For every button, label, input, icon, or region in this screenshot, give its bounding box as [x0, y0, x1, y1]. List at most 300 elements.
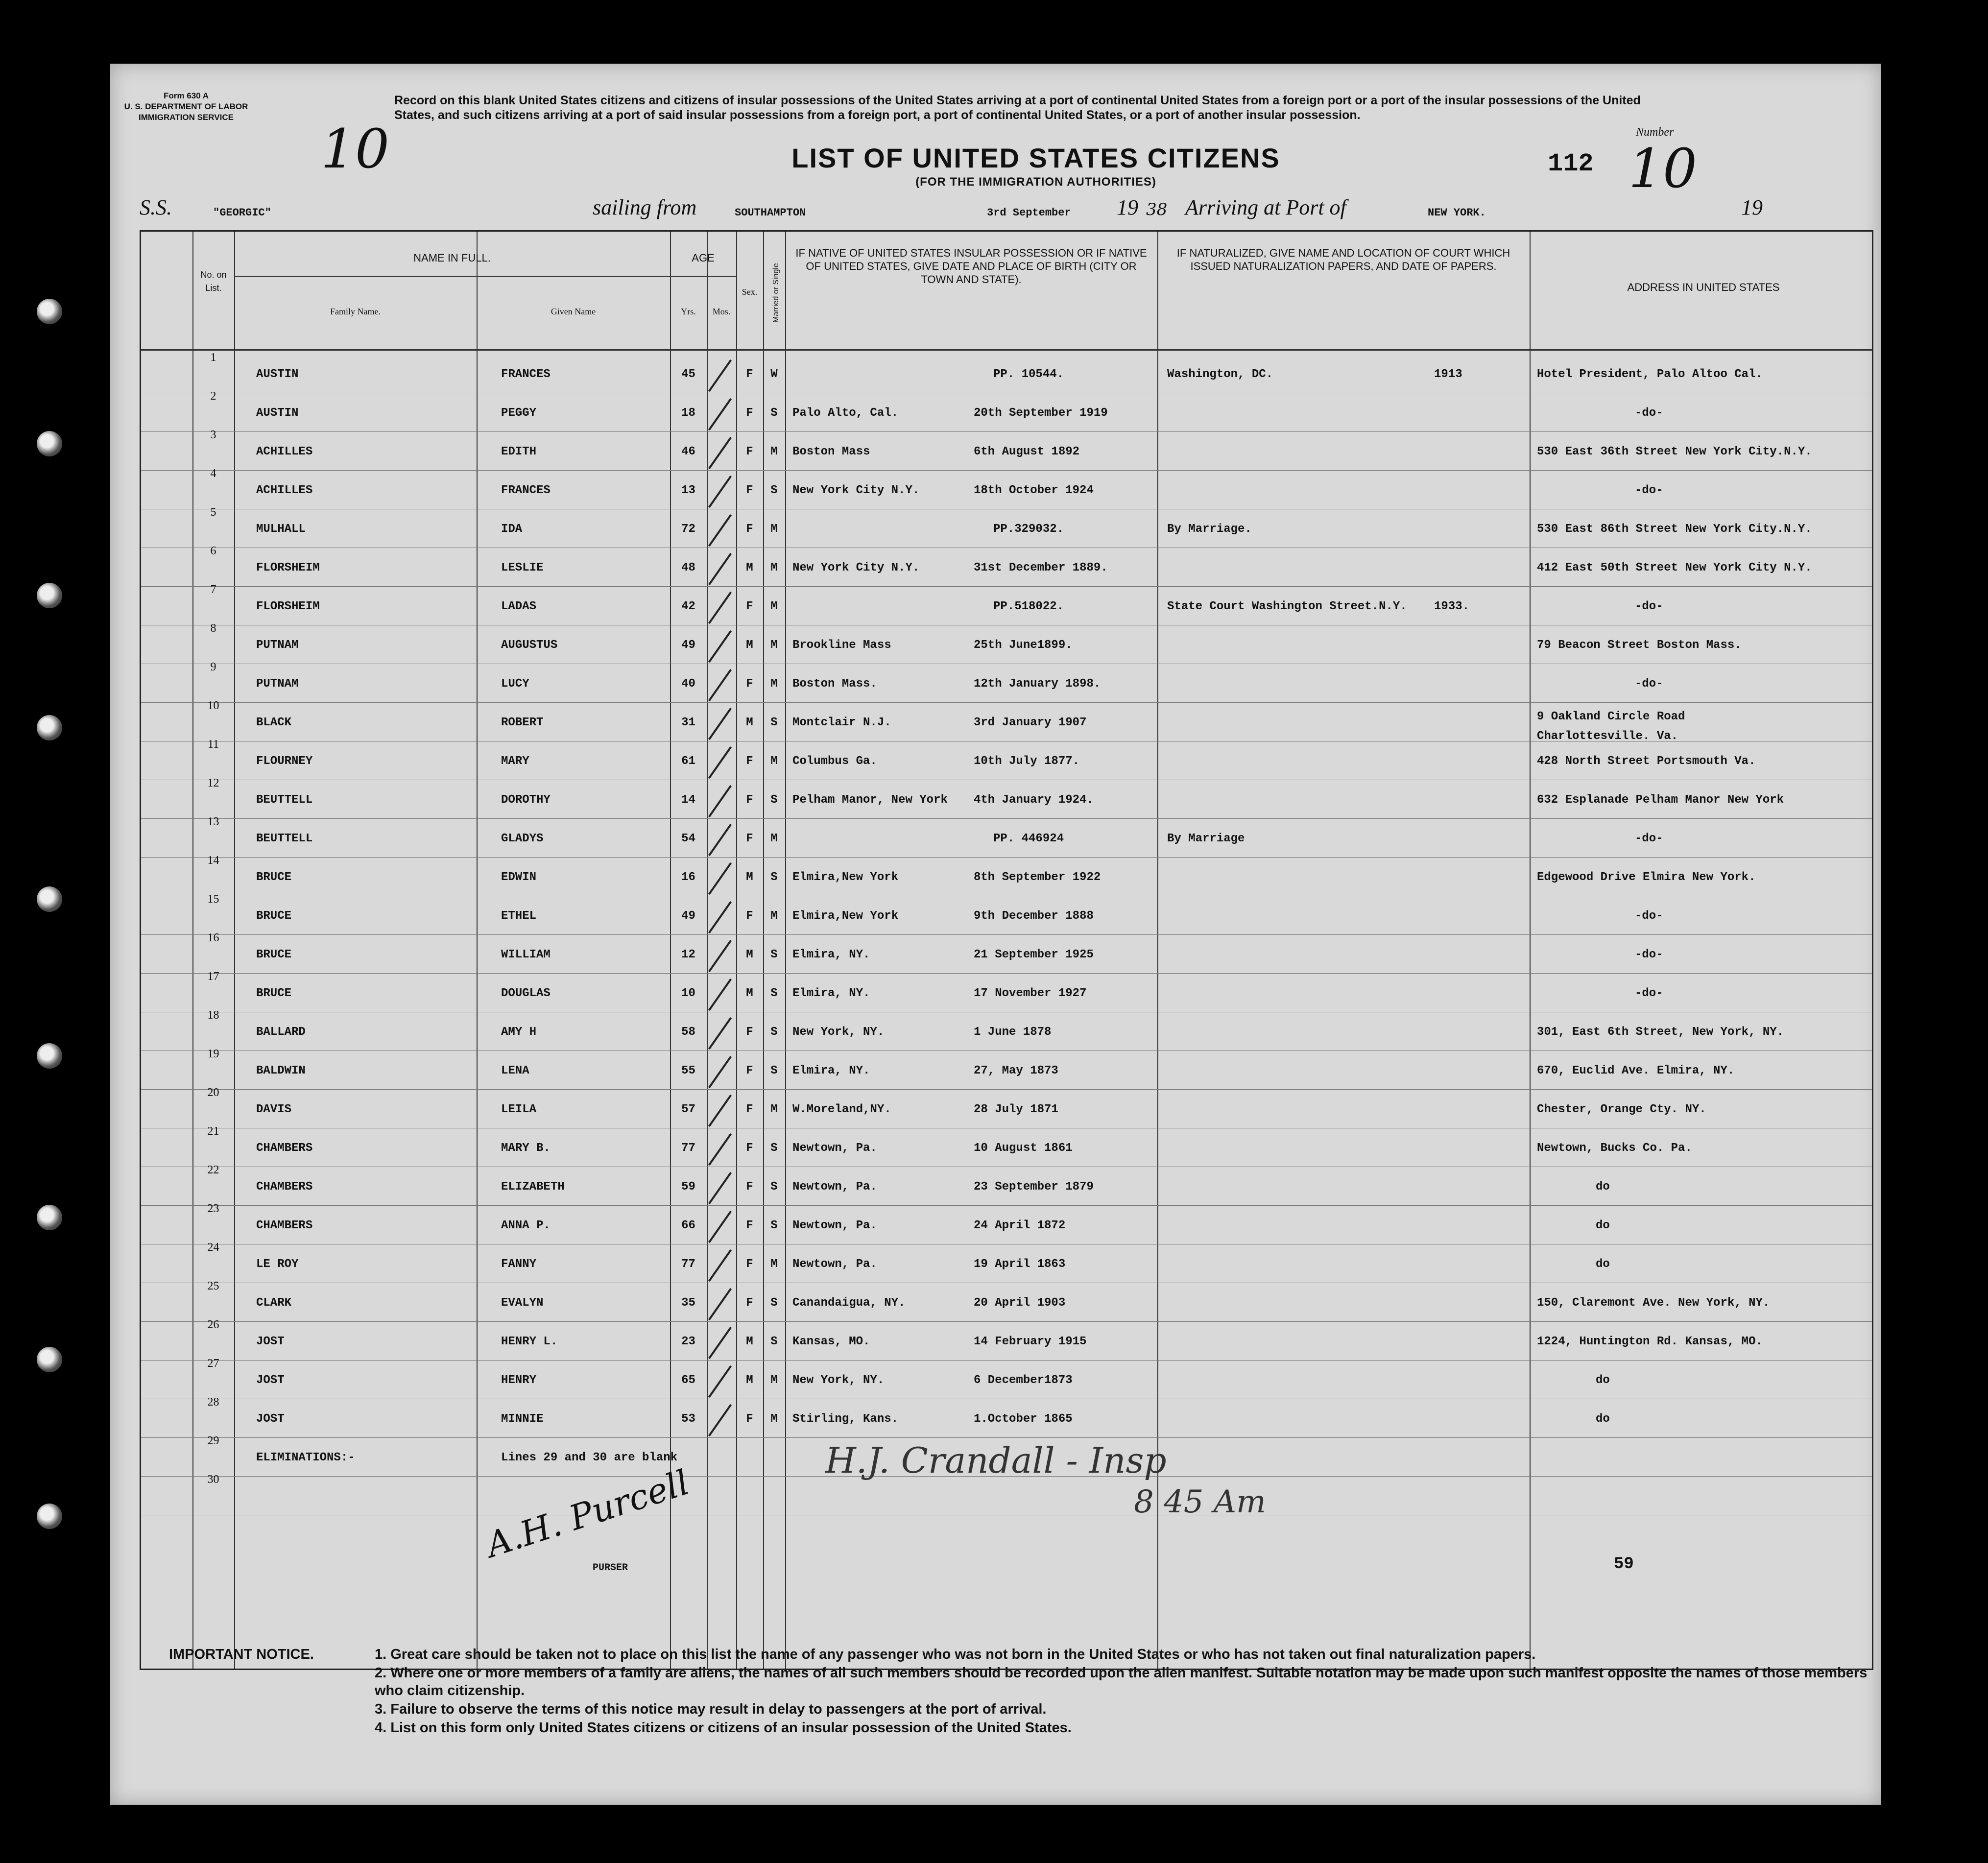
family-name: BALLARD — [256, 1026, 306, 1039]
sex: F — [746, 406, 753, 420]
given-name: LEILA — [501, 1103, 537, 1116]
family-name: JOST — [256, 1374, 285, 1387]
row-divider — [141, 818, 1872, 819]
marital-status: S — [770, 406, 778, 420]
address: 428 North Street Portsmouth Va. — [1537, 755, 1756, 768]
row-number: 26 — [207, 1318, 219, 1331]
row-number: 8 — [210, 622, 216, 635]
punch-hole-icon — [37, 299, 62, 324]
number-stamp: 112 — [1548, 149, 1594, 178]
age-years: 77 — [681, 1142, 695, 1155]
check-mark-icon — [708, 476, 732, 508]
birth-date: PP.518022. — [993, 600, 1064, 613]
marital-status: S — [770, 484, 778, 497]
family-name: JOST — [256, 1335, 285, 1348]
birth-date: PP.329032. — [993, 523, 1064, 536]
address: 632 Esplanade Pelham Manor New York — [1537, 793, 1784, 807]
birth-place: New York, NY. — [792, 1026, 885, 1039]
year-handwritten: 38 — [1146, 200, 1168, 219]
address: Hotel President, Palo Altoo Cal. — [1537, 368, 1763, 381]
marital-status: M — [770, 1103, 778, 1116]
given-name: AUGUSTUS — [501, 639, 558, 652]
birth-date: 20 April 1903 — [974, 1296, 1066, 1310]
address: -do- — [1635, 406, 1663, 420]
birth-place: Boston Mass. — [792, 677, 877, 691]
marital-status: M — [770, 755, 778, 768]
given-name: AMY H — [501, 1026, 537, 1039]
given-name: ANNA P. — [501, 1219, 551, 1232]
birth-date: 10 August 1861 — [974, 1142, 1073, 1155]
check-mark-icon — [708, 1017, 732, 1050]
notice-items — [375, 1646, 1893, 1738]
sailing-date: 3rd September — [987, 207, 1071, 219]
address: 301, East 6th Street, New York, NY. — [1537, 1026, 1784, 1039]
birth-date: 4th January 1924. — [974, 793, 1094, 807]
given-name: EDITH — [501, 445, 537, 458]
check-mark-icon — [708, 940, 732, 972]
birth-date: 6 December1873 — [974, 1374, 1073, 1387]
birth-place: Elmira,New York — [792, 871, 899, 884]
birth-date: 24 April 1872 — [974, 1219, 1066, 1232]
given-name: DOUGLAS — [501, 987, 551, 1000]
page-subtitle: (FOR THE IMMIGRATION AUTHORITIES) — [915, 175, 1156, 189]
birth-date: 28 July 1871 — [974, 1103, 1058, 1116]
age-years: 66 — [681, 1219, 695, 1232]
punch-hole-icon — [37, 1205, 62, 1230]
given-name: LENA — [501, 1064, 529, 1077]
marital-status: M — [770, 600, 778, 613]
family-name: BEUTTELL — [256, 832, 313, 845]
birth-place: Palo Alto, Cal. — [792, 406, 899, 420]
row-number: 5 — [210, 506, 216, 519]
check-mark-icon — [708, 1056, 732, 1088]
age-years: 49 — [681, 909, 695, 923]
ss-label: S.S. — [140, 195, 172, 219]
marital-status: M — [770, 561, 778, 574]
col-given: Given Name — [551, 307, 596, 316]
age-years: 14 — [681, 793, 695, 807]
sex: F — [746, 484, 753, 497]
col-address: ADDRESS IN UNITED STATES — [1627, 281, 1780, 293]
sex: F — [746, 368, 753, 381]
family-name: BALDWIN — [256, 1064, 306, 1077]
marital-status: S — [770, 1026, 778, 1039]
family-name: BRUCE — [256, 948, 292, 961]
age-years: 53 — [681, 1412, 695, 1426]
birth-date: 6th August 1892 — [974, 445, 1080, 458]
row-divider — [141, 1321, 1872, 1322]
check-mark-icon — [708, 708, 732, 740]
family-name: BRUCE — [256, 987, 292, 1000]
family-name: BLACK — [256, 716, 292, 729]
given-name: FRANCES — [501, 368, 551, 381]
birth-place: Elmira, NY. — [792, 948, 870, 961]
punch-hole-icon — [37, 431, 62, 456]
row-number: 22 — [207, 1164, 219, 1176]
given-name: LADAS — [501, 600, 537, 613]
page-count: 59 — [1614, 1555, 1634, 1574]
family-name: FLORSHEIM — [256, 561, 320, 574]
marital-status: W — [770, 368, 778, 381]
age-years: 77 — [681, 1258, 695, 1271]
birth-place: Boston Mass — [792, 445, 870, 458]
col-age: AGE — [692, 252, 715, 264]
row-number: 17 — [207, 970, 219, 983]
age-years: 72 — [681, 523, 695, 536]
row-number: 25 — [207, 1280, 219, 1292]
birth-place: Elmira, NY. — [792, 1064, 870, 1077]
row-number: 28 — [207, 1396, 219, 1409]
family-name: FLOURNEY — [256, 755, 313, 768]
age-years: 16 — [681, 871, 695, 884]
family-name: AUSTIN — [256, 406, 299, 420]
birth-date: 1 June 1878 — [974, 1026, 1052, 1039]
check-mark-icon — [708, 1133, 732, 1166]
birth-date: PP. 10544. — [993, 368, 1064, 381]
birth-place: W.Moreland,NY. — [792, 1103, 891, 1116]
age-years: 42 — [681, 600, 695, 613]
age-years: 65 — [681, 1374, 695, 1387]
birth-date: 3rd January 1907 — [974, 716, 1087, 729]
check-mark-icon — [708, 398, 732, 430]
row-number: 1 — [210, 351, 216, 364]
col-birth: IF NATIVE OF UNITED STATES INSULAR POSSESSION OR IF NATIVE OF UNITED STATES, GIVE DATE AND PLACE OF BIRTH (CITY OR TOWN AND STATE). — [795, 247, 1147, 286]
sailing-label: sailing from — [593, 195, 697, 219]
sex: F — [746, 677, 753, 691]
notice-item: 3. Failure to observe the terms of this notice may result in delay to passengers at the port of arrival. — [375, 1701, 1047, 1717]
marital-status: M — [770, 1374, 778, 1387]
family-name: JOST — [256, 1412, 285, 1426]
address: -do- — [1635, 600, 1663, 613]
given-name: DOROTHY — [501, 793, 551, 807]
check-mark-icon — [708, 1365, 732, 1398]
check-mark-icon — [708, 359, 732, 392]
row-number: 11 — [207, 738, 219, 751]
address: -do- — [1635, 948, 1663, 961]
given-name: MINNIE — [501, 1412, 544, 1426]
sex: F — [746, 445, 753, 458]
row-number: 24 — [207, 1241, 219, 1254]
family-name: BRUCE — [256, 871, 292, 884]
age-years: 57 — [681, 1103, 695, 1116]
notice-item: 1. Great care should be taken not to place on this list the name of any passenger who was not born in the United States or who has not taken out final naturalization papers. — [375, 1647, 1536, 1662]
birth-date: 27, May 1873 — [974, 1064, 1058, 1077]
punch-hole-icon — [37, 886, 62, 912]
port-to: NEW YORK. — [1428, 207, 1486, 219]
row-number: 10 — [207, 699, 219, 712]
service: IMMIGRATION SERVICE — [139, 113, 234, 122]
col-mos: Mos. — [712, 307, 731, 316]
sex: F — [746, 1064, 753, 1077]
row-divider — [141, 934, 1872, 935]
notice-item: 2. Where one or more members of a family are aliens, the names of all such members should be recorded upon the alien manifest. Suitable notation may be made upon such manifest opposite the names of those members who claim citizenship. — [375, 1665, 1868, 1698]
address: -do- — [1635, 987, 1663, 1000]
given-name: WILLIAM — [501, 948, 551, 961]
age-years: 35 — [681, 1296, 695, 1310]
given-name: ELIZABETH — [501, 1180, 565, 1194]
marital-status: S — [770, 793, 778, 807]
page-title: LIST OF UNITED STATES CITIZENS — [791, 143, 1280, 173]
address: do — [1596, 1258, 1610, 1271]
col-sex: Sex. — [742, 287, 758, 297]
age-years: 31 — [681, 716, 695, 729]
birth-date: 31st December 1889. — [974, 561, 1108, 574]
row-number: 7 — [210, 583, 216, 596]
row-divider — [141, 1360, 1872, 1361]
given-name: FANNY — [501, 1258, 537, 1271]
birth-place: Newtown, Pa. — [792, 1258, 877, 1271]
birth-place: Brookline Mass — [792, 639, 891, 652]
family-name: ACHILLES — [256, 445, 313, 458]
age-years: 10 — [681, 987, 695, 1000]
check-mark-icon — [708, 1095, 732, 1127]
department: U. S. DEPARTMENT OF LABOR — [124, 102, 248, 111]
marital-status: M — [770, 1258, 778, 1271]
age-years: 40 — [681, 677, 695, 691]
row-number: 27 — [207, 1357, 219, 1370]
row-divider — [141, 702, 1872, 703]
check-mark-icon — [708, 862, 732, 895]
family-name: CHAMBERS — [256, 1180, 313, 1194]
sex: F — [746, 1026, 753, 1039]
row-number: 30 — [207, 1473, 219, 1486]
row-number: 12 — [207, 777, 219, 789]
given-name: HENRY — [501, 1374, 537, 1387]
family-name: BEUTTELL — [256, 793, 313, 807]
birth-place: Kansas, MO. — [792, 1335, 870, 1348]
row-number: 23 — [207, 1202, 219, 1215]
punch-hole-icon — [37, 1347, 62, 1372]
age-years: 12 — [681, 948, 695, 961]
row-number: 18 — [207, 1009, 219, 1022]
check-mark-icon — [708, 785, 732, 817]
marital-status: S — [770, 1180, 778, 1194]
notice-item: 4. List on this form only United States citizens or citizens of an insular possession of the United States. — [375, 1720, 1072, 1736]
address: 530 East 86th Street New York City.N.Y. — [1537, 523, 1812, 536]
age-years: 61 — [681, 755, 695, 768]
year2: 19 — [1741, 195, 1763, 219]
birth-date: 9th December 1888 — [974, 909, 1094, 923]
check-mark-icon — [708, 746, 732, 779]
birth-date: PP. 446924 — [993, 832, 1064, 845]
check-mark-icon — [708, 1249, 732, 1282]
family-name: PUTNAM — [256, 639, 299, 652]
address: 9 Oakland Circle Road — [1537, 710, 1685, 723]
row-divider — [141, 973, 1872, 974]
manifest-sheet — [110, 64, 1881, 1805]
row-number: 9 — [210, 661, 216, 673]
address: -do- — [1635, 677, 1663, 691]
purser-signature: A.H. Purcell — [481, 1462, 694, 1566]
age-years: 55 — [681, 1064, 695, 1077]
col-family: Family Name. — [330, 307, 381, 316]
inspector-signature: H.J. Crandall - Insp — [825, 1440, 1167, 1481]
sex: M — [746, 948, 753, 961]
birth-place: Newtown, Pa. — [792, 1142, 877, 1155]
birth-place: Newtown, Pa. — [792, 1219, 877, 1232]
given-name: MARY B. — [501, 1142, 551, 1155]
given-name: Lines 29 and 30 are blank — [501, 1451, 678, 1464]
birth-date: 10th July 1877. — [974, 755, 1080, 768]
court-year: 1913 — [1434, 368, 1462, 381]
marital-status: S — [770, 1296, 778, 1310]
address: 1224, Huntington Rd. Kansas, MO. — [1537, 1335, 1763, 1348]
family-name: MULHALL — [256, 523, 306, 536]
year-prefix: 19 — [1117, 195, 1138, 219]
address: Chester, Orange Cty. NY. — [1537, 1103, 1706, 1116]
address: do — [1596, 1374, 1610, 1387]
check-mark-icon — [708, 901, 732, 933]
row-number: 29 — [207, 1434, 219, 1447]
given-name: LESLIE — [501, 561, 544, 574]
age-years: 18 — [681, 406, 695, 420]
check-mark-icon — [708, 669, 732, 701]
sex: F — [746, 1180, 753, 1194]
row-number: 19 — [207, 1048, 219, 1060]
check-mark-icon — [708, 592, 732, 624]
purser-label: PURSER — [593, 1562, 628, 1574]
age-years: 59 — [681, 1180, 695, 1194]
birth-date: 14 February 1915 — [974, 1335, 1087, 1348]
court-year: 1933. — [1434, 600, 1470, 613]
birth-place: Newtown, Pa. — [792, 1180, 877, 1194]
marital-status: M — [770, 909, 778, 923]
row-divider — [141, 470, 1872, 471]
age-years: 48 — [681, 561, 695, 574]
birth-place: Canandaigua, NY. — [792, 1296, 906, 1310]
check-mark-icon — [708, 437, 732, 469]
birth-date: 23 September 1879 — [974, 1180, 1094, 1194]
age-years: 54 — [681, 832, 695, 845]
birth-place: Pelham Manor, New York — [792, 793, 948, 807]
birth-date: 21 September 1925 — [974, 948, 1094, 961]
address: 530 East 36th Street New York City.N.Y. — [1537, 445, 1812, 458]
punch-hole-icon — [37, 1043, 62, 1069]
row-number: 4 — [210, 467, 216, 480]
col-name-in-full: NAME IN FULL. — [413, 252, 491, 264]
col-no: No. on List. — [200, 270, 227, 293]
sex: M — [746, 1374, 753, 1387]
check-mark-icon — [708, 1211, 732, 1243]
form-number: Form 630 A — [164, 91, 209, 100]
row-number: 14 — [207, 854, 219, 867]
sex: F — [746, 1103, 753, 1116]
age-years: 49 — [681, 639, 695, 652]
intro-text: Record on this blank United States citizens and citizens of insular possessions of the United States arriving at a port of continental United States from a foreign port or a port of the insular possessions of the United States, and such citizens arriving at a port of said insular possessions from a foreign port, a port of continental United States, or a port of another insular possession. — [394, 94, 1641, 122]
birth-place: Elmira, NY. — [792, 987, 870, 1000]
age-years: 58 — [681, 1026, 695, 1039]
birth-place: Columbus Ga. — [792, 755, 877, 768]
marital-status: S — [770, 871, 778, 884]
check-mark-icon — [708, 979, 732, 1011]
address: -do- — [1635, 484, 1663, 497]
col-naturalized: IF NATURALIZED, GIVE NAME AND LOCATION OF COURT WHICH ISSUED NATURALIZATION PAPERS, AND DATE OF PAPERS. — [1176, 247, 1510, 272]
address-line-2: Charlottesville. Va. — [1537, 730, 1678, 743]
marital-status: S — [770, 1219, 778, 1232]
family-name: CLARK — [256, 1296, 292, 1310]
row-number: 2 — [210, 390, 216, 403]
given-name: EDWIN — [501, 871, 537, 884]
given-name: ETHEL — [501, 909, 537, 923]
check-mark-icon — [708, 1327, 732, 1359]
sex: F — [746, 832, 753, 845]
given-name: MARY — [501, 755, 529, 768]
court: State Court Washington Street.N.Y. — [1167, 600, 1407, 613]
marital-status: S — [770, 1142, 778, 1155]
sex: M — [746, 561, 753, 574]
row-number: 20 — [207, 1086, 219, 1099]
marital-status: M — [770, 832, 778, 845]
given-name: GLADYS — [501, 832, 544, 845]
handwritten-number: 10 — [1629, 137, 1697, 200]
family-name: FLORSHEIM — [256, 600, 320, 613]
check-mark-icon — [708, 514, 732, 547]
birth-date: 17 November 1927 — [974, 987, 1087, 1000]
address: do — [1596, 1180, 1610, 1194]
birth-date: 8th September 1922 — [974, 871, 1101, 884]
col-married: Married or Single — [772, 263, 780, 323]
marital-status: M — [770, 445, 778, 458]
birth-place: New York City N.Y. — [792, 561, 920, 574]
birth-place: New York City N.Y. — [792, 484, 920, 497]
given-name: HENRY L. — [501, 1335, 558, 1348]
address: -do- — [1635, 909, 1663, 923]
family-name: CHAMBERS — [256, 1219, 313, 1232]
row-divider — [141, 1437, 1872, 1438]
court: Washington, DC. — [1167, 368, 1273, 381]
given-name: PEGGY — [501, 406, 537, 420]
sex: F — [746, 793, 753, 807]
address: 150, Claremont Ave. New York, NY. — [1537, 1296, 1770, 1310]
court: By Marriage — [1167, 832, 1245, 845]
marital-status: M — [770, 1412, 778, 1426]
address: 670, Euclid Ave. Elmira, NY. — [1537, 1064, 1735, 1077]
handwritten-page-number: 10 — [321, 118, 389, 180]
given-name: FRANCES — [501, 484, 551, 497]
family-name: CHAMBERS — [256, 1142, 313, 1155]
marital-status: S — [770, 987, 778, 1000]
age-years: 23 — [681, 1335, 695, 1348]
row-number: 21 — [207, 1125, 219, 1138]
marital-status: M — [770, 523, 778, 536]
birth-place: Montclair N.J. — [792, 716, 891, 729]
birth-date: 18th October 1924 — [974, 484, 1094, 497]
address: 79 Beacon Street Boston Mass. — [1537, 639, 1742, 652]
marital-status: S — [770, 1335, 778, 1348]
check-mark-icon — [708, 630, 732, 663]
birth-date: 1.October 1865 — [974, 1412, 1073, 1426]
birth-place: New York, NY. — [792, 1374, 885, 1387]
birth-date: 25th June1899. — [974, 639, 1073, 652]
row-number: 3 — [210, 429, 216, 441]
marital-status: S — [770, 1064, 778, 1077]
sex: M — [746, 639, 753, 652]
check-mark-icon — [708, 824, 732, 856]
sex: F — [746, 755, 753, 768]
form-identifier — [120, 91, 252, 123]
family-name: ELIMINATIONS:- — [256, 1451, 355, 1464]
row-divider — [141, 1205, 1872, 1206]
col-yrs: Yrs. — [681, 307, 696, 316]
sex: F — [746, 1142, 753, 1155]
sex: F — [746, 523, 753, 536]
punch-hole-icon — [37, 1504, 62, 1529]
address: do — [1596, 1219, 1610, 1232]
address: 412 East 50th Street New York City N.Y. — [1537, 561, 1812, 574]
sex: F — [746, 1412, 753, 1426]
arriving-label: Arriving at Port of — [1185, 195, 1346, 219]
age-years: 45 — [681, 368, 695, 381]
